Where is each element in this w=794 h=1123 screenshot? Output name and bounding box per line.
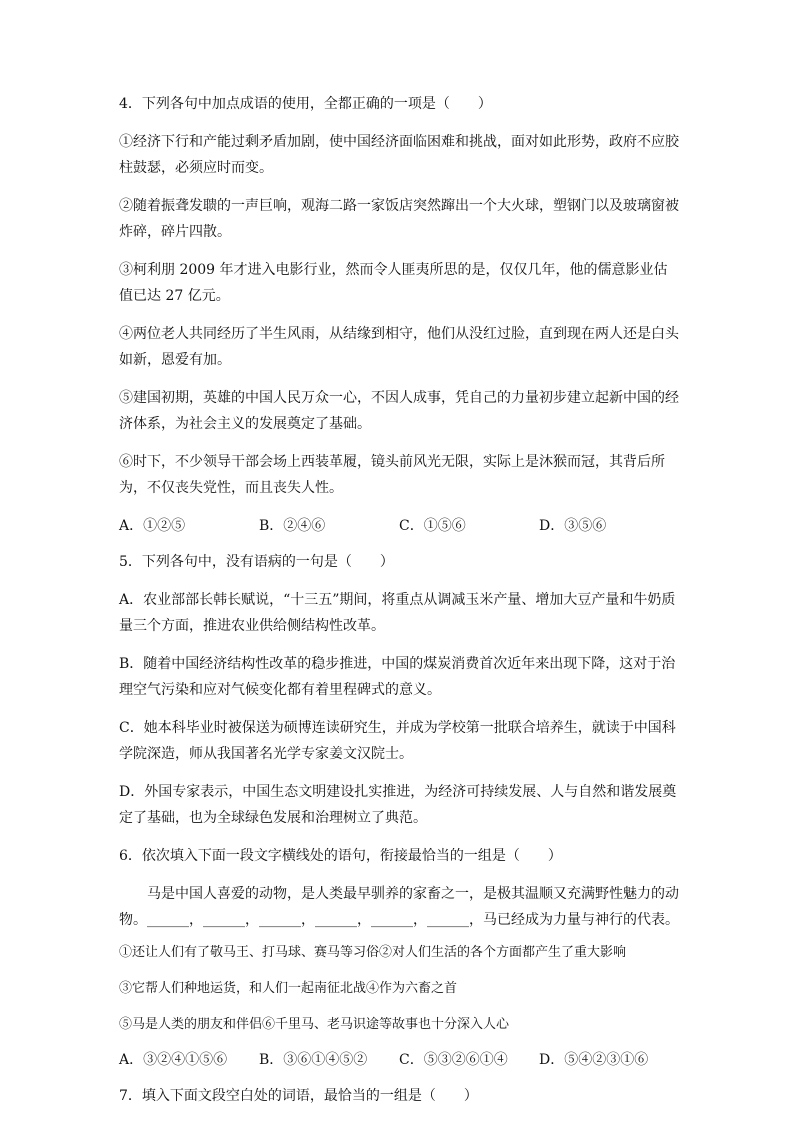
- question-4-item-3: ③柯利朋 2009 年才进入电影行业，然而令人匪夷所思的是，仅仅几年，他的儒意影业估值已达 27 亿元。: [119, 262, 668, 304]
- question-4-item-5: ⑤建国初期，英雄的中国人民万众一心，不因人成事，凭自己的力量初步建立起新中国的经济体系，为社会主义的发展奠定了基础。: [119, 390, 679, 432]
- question-4-item-1: ①经济下行和产能过剩矛盾加剧，使中国经济面临困难和挑战，面对如此形势，政府不应胶柱鼓瑟，必须应时而变。: [119, 134, 679, 176]
- question-4-item-4: ④两位老人共同经历了半生风雨，从结缘到相守，他们从没红过脸，直到现在两人还是白头如新，恩爱有加。: [119, 326, 679, 368]
- question-6-sentences-1: ①还让人们有了敬马王、打马球、赛马等习俗②对人们生活的各个方面都产生了重大影响: [119, 945, 627, 960]
- question-6-sentences-2: ③它帮人们种地运货，和人们一起南征北战④作为六畜之首: [119, 981, 458, 996]
- question-4-item-6: ⑥时下，不少领导干部会场上西装革履，镜头前风光无限，实际上是沐猴而冠，其背后所为，不仅丧失党性，而且丧失人性。: [119, 454, 665, 496]
- question-6-sentences-3: ⑤马是人类的朋友和伴侣⑥千里马、老马识途等故事也十分深入人心: [119, 1017, 510, 1032]
- question-5-option-d[interactable]: D．外国专家表示，中国生态文明建设扎实推进，为经济可持续发展、人与自然和谐发展奠定了基础，也为全球绿色发展和治理树立了典范。: [119, 784, 677, 826]
- question-5-option-a[interactable]: A．农业部部长韩长赋说，“十三五”期间，将重点从调减玉米产量、增加大豆产量和牛奶质量三个方面，推进农业供给侧结构性改革。: [119, 592, 676, 634]
- question-6-option-d[interactable]: D．⑤④②③①⑥: [539, 1052, 649, 1068]
- document-content: [119, 93, 679, 1107]
- question-6-option-b[interactable]: B．③⑥①④⑤②: [259, 1052, 368, 1068]
- question-5-option-b[interactable]: B．随着中国经济结构性改革的稳步推进，中国的煤炭消费首次近年来出现下降，这对于治理空气污染和应对气候变化都有着里程碑式的意义。: [119, 656, 676, 698]
- question-7-title: 7．填入下面文段空白处的词语，最恰当的一组是（ ）: [119, 1088, 478, 1104]
- question-4-options: [119, 515, 679, 537]
- question-4-title: 4．下列各句中加点成语的使用，全都正确的一项是（ ）: [119, 96, 492, 112]
- question-6-title: 6．依次填入下面一段文字横线处的语句，衔接最恰当的一组是（ ）: [119, 848, 562, 864]
- question-6-passage: 马是中国人喜爱的动物，是人类最早驯养的家畜之一，是极其温顺又充满野性魅力的动物。______，______，______，______，______，______，马已经成为力量与神行的代表。: [119, 886, 679, 928]
- question-4-option-d[interactable]: D．③⑤⑥: [539, 518, 607, 534]
- question-4-option-c[interactable]: C．①⑤⑥: [399, 518, 466, 534]
- question-5-option-c[interactable]: C．她本科毕业时被保送为硕博连读研究生，并成为学校第一批联合培养生，就读于中国科学院深造，师从我国著名光学专家姜文汉院士。: [119, 720, 676, 762]
- question-5-title: 5．下列各句中，没有语病的一句是（ ）: [119, 554, 394, 570]
- question-4-option-a[interactable]: A．①②⑤: [119, 518, 186, 534]
- question-6-option-c[interactable]: C．⑤③②⑥①④: [399, 1052, 508, 1068]
- question-4-option-b[interactable]: B．②④⑥: [259, 518, 326, 534]
- question-6-options: [119, 1049, 679, 1071]
- question-6-option-a[interactable]: A．③②④①⑤⑥: [119, 1052, 228, 1068]
- question-4-item-2: ②随着振聋发聩的一声巨响，观海二路一家饭店突然蹿出一个大火球，塑钢门以及玻璃窗被炸碎，碎片四散。: [119, 198, 679, 240]
